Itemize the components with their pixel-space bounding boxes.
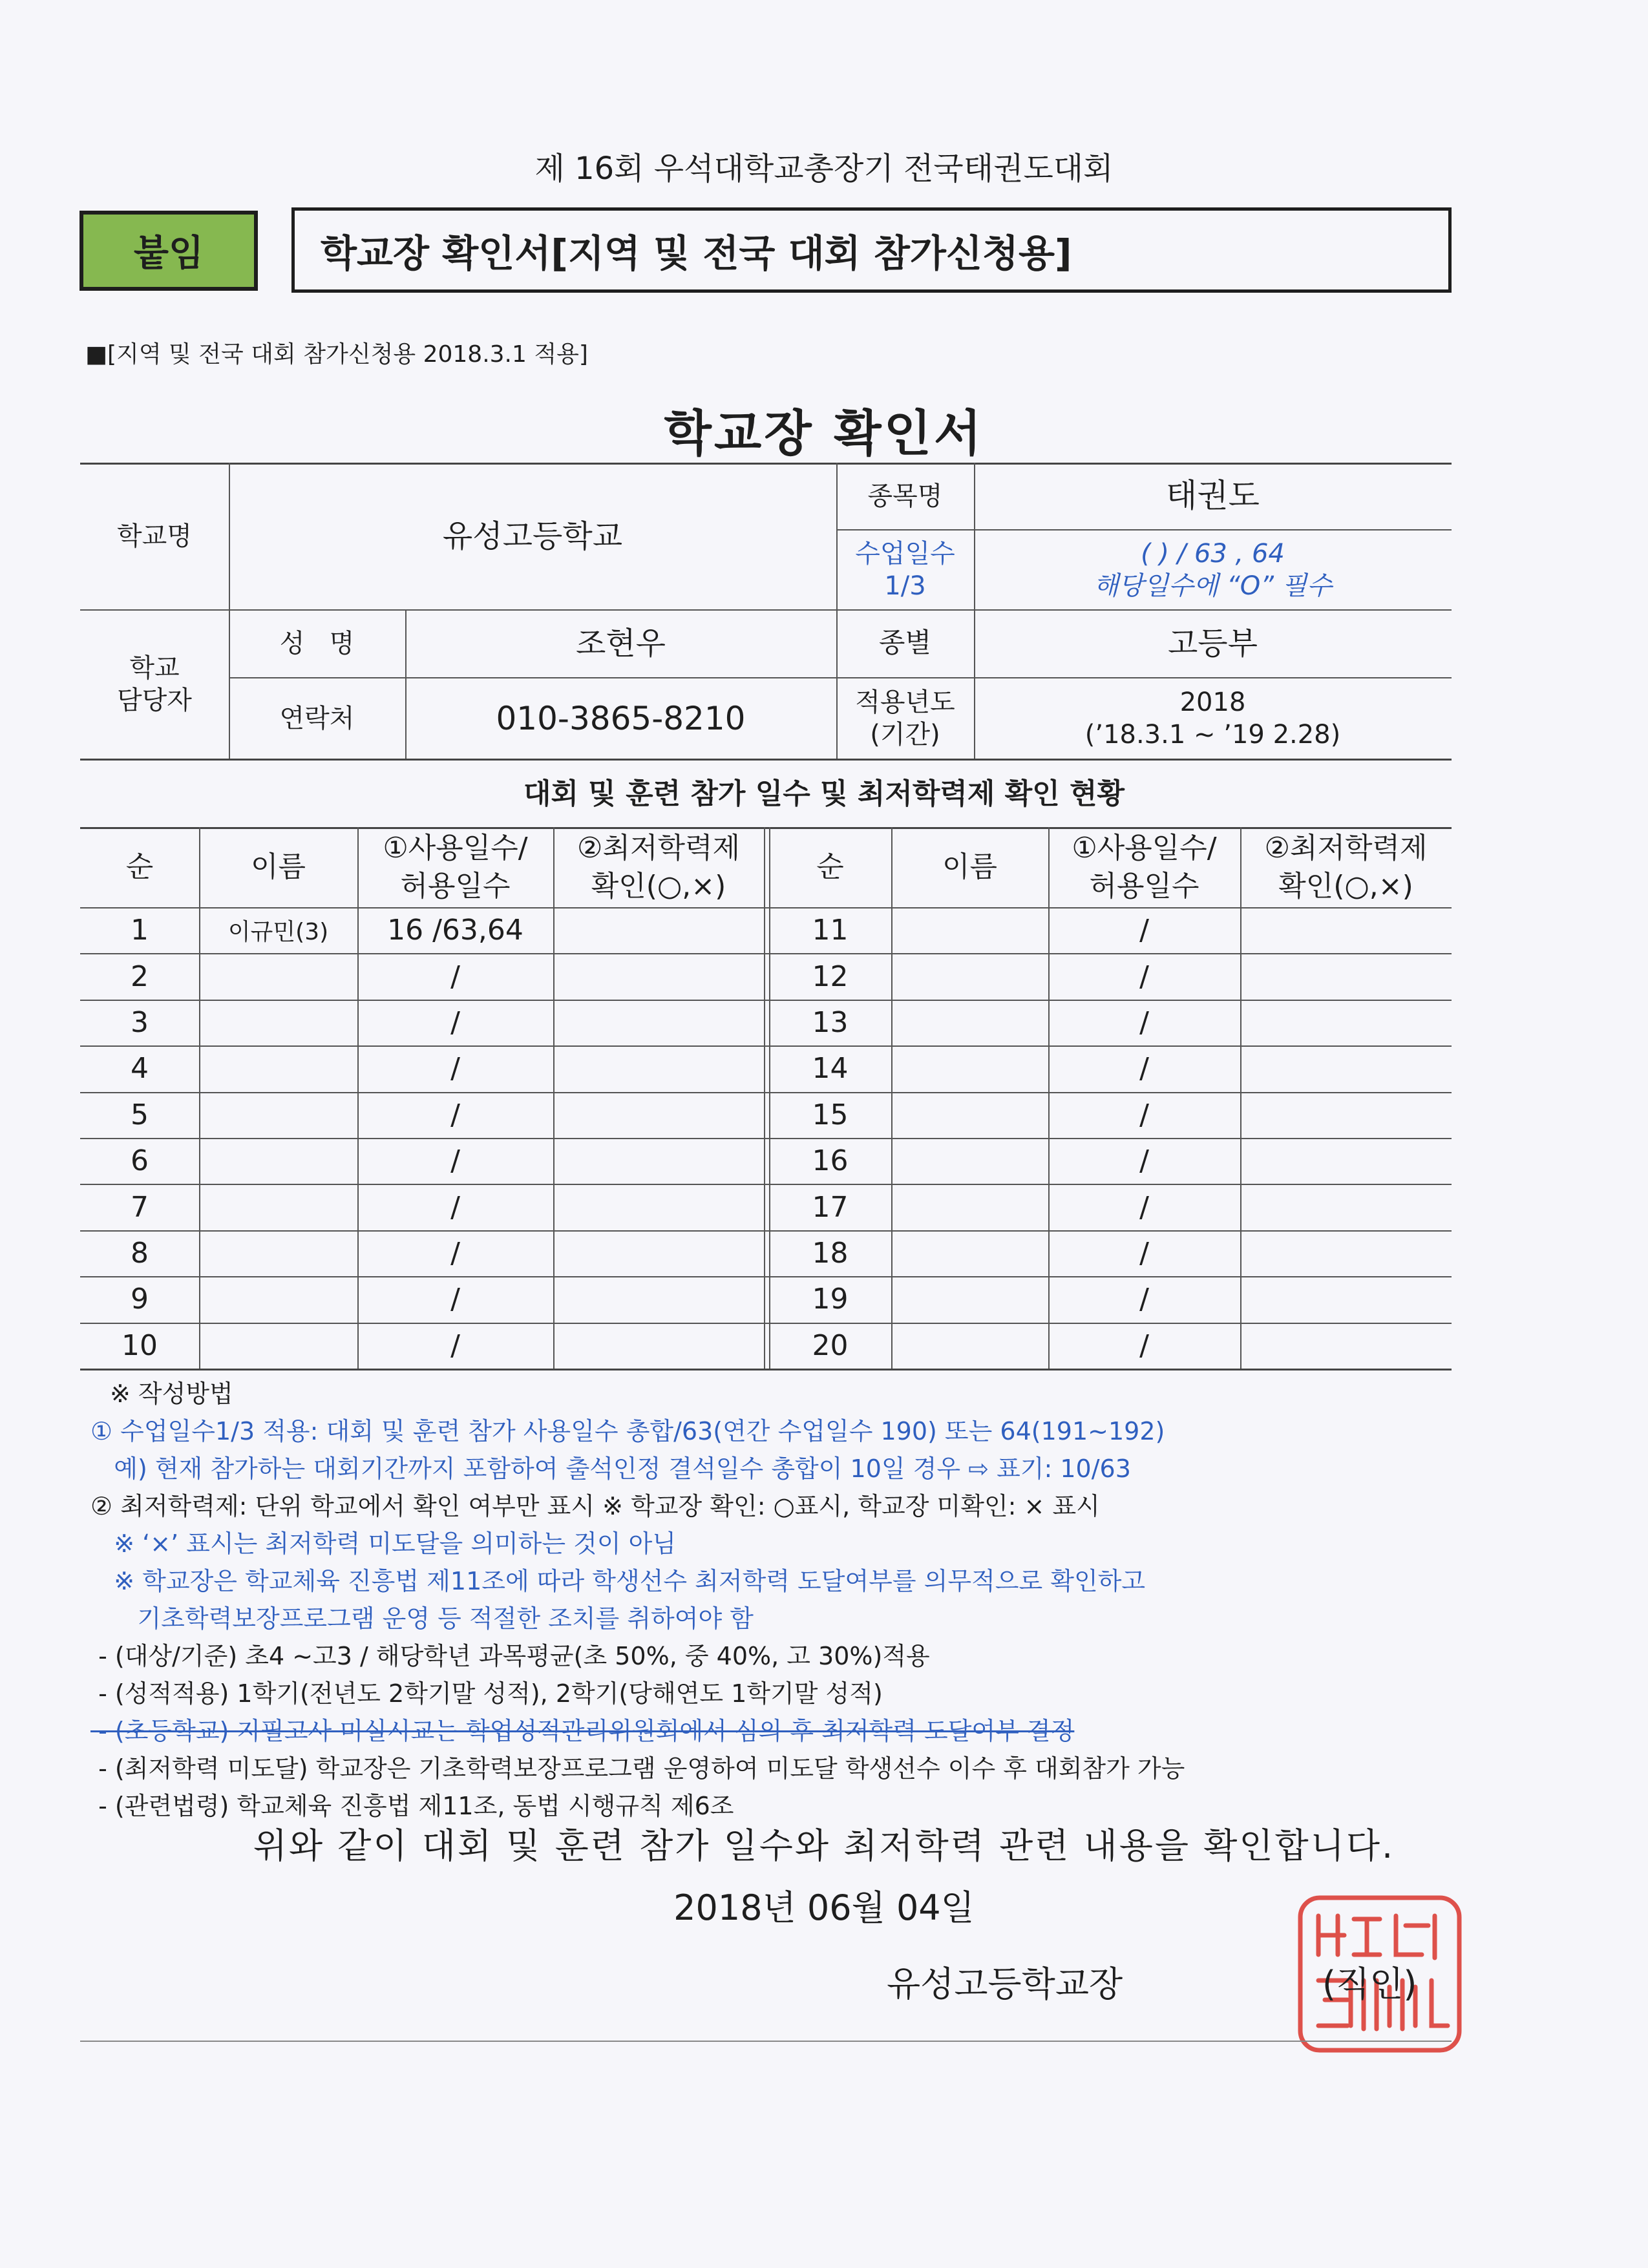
record-check-cell [1240,1138,1452,1184]
header-check-right [1240,827,1452,907]
header-name-left: 이름 [250,850,306,884]
instruction-line: ② 최저학력제: 단위 학교에서 확인 여부만 표시 ※ 학교장 확인: ○표시, 학교장 미확인: × 표시 [90,1492,1100,1520]
year-label-line1: 적용년도 [855,688,955,717]
table-split-rule [764,827,765,1369]
header-check-right-line2: 확인(○,×) [1278,870,1413,903]
header-check-right-line1: ②최저학력제 [1264,831,1428,865]
school-name-label: 학교명 [117,521,192,551]
header-name-right: 이름 [942,850,997,884]
record-name-cell [199,1138,357,1184]
year-value: 2018 [1179,688,1246,717]
record-name-cell [891,1276,1048,1322]
record-check-cell [553,1138,764,1184]
record-name-cell [891,1184,1048,1230]
record-no-cell: 14 [812,1052,849,1086]
header-days-left [357,827,553,907]
record-name-cell: 이규민(3) [227,919,329,946]
record-name-cell [199,953,357,999]
record-no-cell: 20 [812,1328,849,1362]
record-check-cell [553,1323,764,1369]
record-name-cell [891,1323,1048,1369]
class-days-value-cell [974,530,1452,609]
record-check-cell [553,1092,764,1138]
header-check-left-line1: ②최저학력제 [577,831,740,865]
header-check-left [553,827,764,907]
record-days-cell: / [1139,1283,1149,1316]
main-title: 학교장 확인서 [664,404,984,462]
record-check-cell [1240,907,1452,953]
instructions-heading: ※ 작성방법 [110,1380,233,1408]
record-days-cell: / [1139,1190,1149,1224]
record-no-cell: 4 [131,1052,149,1086]
phone-label: 연락처 [279,704,355,733]
instruction-line: 예) 현재 참가하는 대회기간까지 포함하여 출석인정 결석일수 총합이 10일 경우 ⇨ 표기: 10/63 [90,1454,1131,1483]
instructions [90,1375,1577,1825]
year-period: (’18.3.1 ~ ’19 2.28) [1084,720,1341,750]
record-days-cell: / [450,1190,460,1224]
record-days-cell: / [1139,1098,1149,1131]
class-days-note: 해당일수에 “O” 필수 [1093,571,1332,601]
header-days-left-line2: 허용일수 [400,870,511,903]
record-name-cell [891,1138,1048,1184]
instruction-line: ※ ‘×’ 표시는 최저학력 미도달을 의미하는 것이 아님 [90,1529,677,1558]
instruction-line: - (대상/기준) 초4 ~고3 / 해당학년 과목평균(초 50%, 중 40%, 고 30%)적용 [90,1642,930,1670]
record-no-cell: 17 [812,1190,849,1224]
confirmation-statement: 위와 같이 대회 및 훈련 참가 일수와 최저학력 관련 내용을 확인합니다. [253,1825,1395,1866]
year-value-cell [974,678,1452,759]
record-no-cell: 1 [131,914,149,947]
class-days-label: 수업일수 [855,539,955,569]
record-no-cell: 10 [121,1328,158,1362]
instruction-line: - (초등학교) 지필고사 미실시교는 학업성적관리위원회에서 심의 후 최저학력 도달여부 결정 [90,1717,1075,1745]
issue-date: 2018년 06월 04일 [673,1887,975,1928]
record-name-cell [891,1000,1048,1045]
record-days-cell: / [1139,1005,1149,1039]
record-no-cell: 9 [131,1283,149,1316]
header-days-left-line1: ①사용일수/ [383,831,528,865]
person-name-value: 조현우 [575,625,666,662]
year-label-line2: (기간) [870,720,940,750]
record-name-cell [199,1045,357,1091]
record-days-cell: / [450,1328,460,1362]
records-table [80,827,1452,1369]
year-label [836,678,974,759]
record-days-cell: / [1139,1328,1149,1362]
record-no-cell: 3 [131,1005,149,1039]
record-days-cell: / [1139,1052,1149,1086]
record-check-cell [1240,1323,1452,1369]
record-check-cell [553,1000,764,1045]
record-name-cell [199,1323,357,1369]
record-no-cell: 7 [131,1190,149,1224]
record-days-cell: / [450,1098,460,1131]
header-days-right [1048,827,1240,907]
record-name-cell [891,1230,1048,1276]
record-no-cell: 11 [812,914,849,947]
record-check-cell [553,1184,764,1230]
record-check-cell [1240,1092,1452,1138]
instruction-line: ① 수업일수1/3 적용: 대회 및 훈련 참가 사용일수 총합/63(연간 수업일수 190) 또는 64(191~192) [90,1417,1165,1445]
instruction-line: 기초학력보장프로그램 운영 등 적절한 조치를 취하여야 함 [90,1604,754,1633]
record-name-cell [199,1000,357,1045]
record-check-cell [1240,953,1452,999]
record-name-cell [199,1276,357,1322]
record-check-cell [553,1276,764,1322]
event-label: 종목명 [867,481,943,511]
record-check-cell [553,1045,764,1091]
class-days-fraction: 1/3 [884,571,926,601]
record-name-cell [199,1184,357,1230]
event-title: 제 16회 우석대학교총장기 전국태권도대회 [534,151,1114,187]
record-no-cell: 6 [131,1144,149,1178]
info-block [80,463,1452,760]
record-no-cell: 19 [812,1283,849,1316]
record-days-cell: / [450,1052,460,1086]
record-check-cell [1240,1276,1452,1322]
instruction-line: - (성적적용) 1학기(전년도 2학기말 성적), 2학기(당해연도 1학기말 성적) [90,1679,883,1708]
school-name-value: 유성고등학교 [442,518,623,554]
record-check-cell [1240,1184,1452,1230]
record-no-cell: 8 [131,1236,149,1270]
record-days-cell: / [450,1283,460,1316]
phone-value: 010-3865-8210 [496,699,746,737]
class-days-label-cell [836,530,974,609]
attachment-badge: 붙임 [79,211,258,291]
contact-person-label-line2: 담당자 [117,685,192,715]
record-check-cell [553,953,764,999]
instruction-line: - (관련법령) 학교체육 진흥법 제11조, 동법 시행규칙 제6조 [90,1792,734,1820]
record-check-cell [553,907,764,953]
record-name-cell [891,907,1048,953]
form-note: ■[지역 및 전국 대회 참가신청용 2018.3.1 적용] [85,341,588,368]
record-days-cell: / [1139,1144,1149,1178]
record-no-cell: 13 [812,1005,849,1039]
record-name-cell [891,953,1048,999]
record-days-cell: / [450,1236,460,1270]
division-value: 고등부 [1167,625,1258,662]
header-days-right-line1: ①사용일수/ [1072,831,1217,865]
record-no-cell: 18 [812,1236,849,1270]
table-row-rule [80,1369,1452,1370]
record-name-cell [199,1092,357,1138]
record-days-cell: 16 /63,64 [387,914,523,947]
record-days-cell: / [1139,1236,1149,1270]
contact-person-label [80,609,229,759]
instruction-line: - (최저학력 미도달) 학교장은 기초학력보장프로그램 운영하여 미도달 학생선수 이수 후 대회참가 가능 [90,1754,1185,1783]
document-header: 학교장 확인서[지역 및 전국 대회 참가신청용] [291,207,1452,293]
record-no-cell: 2 [131,960,149,993]
record-name-cell [199,1230,357,1276]
record-check-cell [1240,1045,1452,1091]
division-label: 종별 [878,627,932,659]
record-no-cell: 16 [812,1144,849,1178]
section-heading: 대회 및 훈련 참가 일수 및 최저학력제 확인 현황 [523,777,1125,810]
record-days-cell: / [450,1005,460,1039]
seal-label: (직인) [1322,1964,1417,2004]
record-days-cell: / [1139,960,1149,993]
record-no-cell: 12 [812,960,849,993]
person-name-label: 성 명 [279,628,355,658]
record-check-cell [553,1230,764,1276]
record-days-cell: / [450,960,460,993]
record-days-cell: / [450,1144,460,1178]
instruction-line: ※ 학교장은 학교체육 진흥법 제11조에 따라 학생선수 최저학력 도달여부를 의무적으로 확인하고 [90,1567,1146,1595]
contact-person-label-line1: 학교 [129,653,180,683]
header-days-right-line2: 허용일수 [1089,870,1199,903]
record-no-cell: 5 [131,1098,149,1131]
record-days-cell: / [1139,914,1149,947]
record-check-cell [1240,1230,1452,1276]
class-days-value: ( ) / 63 , 64 [1141,539,1285,569]
record-check-cell [1240,1000,1452,1045]
record-no-cell: 15 [812,1098,849,1131]
record-name-cell [891,1045,1048,1091]
principal-name: 유성고등학교장 [887,1964,1123,2004]
header-check-left-line2: 확인(○,×) [591,870,726,903]
header-no-right: 순 [816,850,844,884]
record-name-cell [891,1092,1048,1138]
header-no-left: 순 [125,850,154,884]
bottom-divider [80,2041,1452,2042]
event-value: 태권도 [1166,477,1260,515]
